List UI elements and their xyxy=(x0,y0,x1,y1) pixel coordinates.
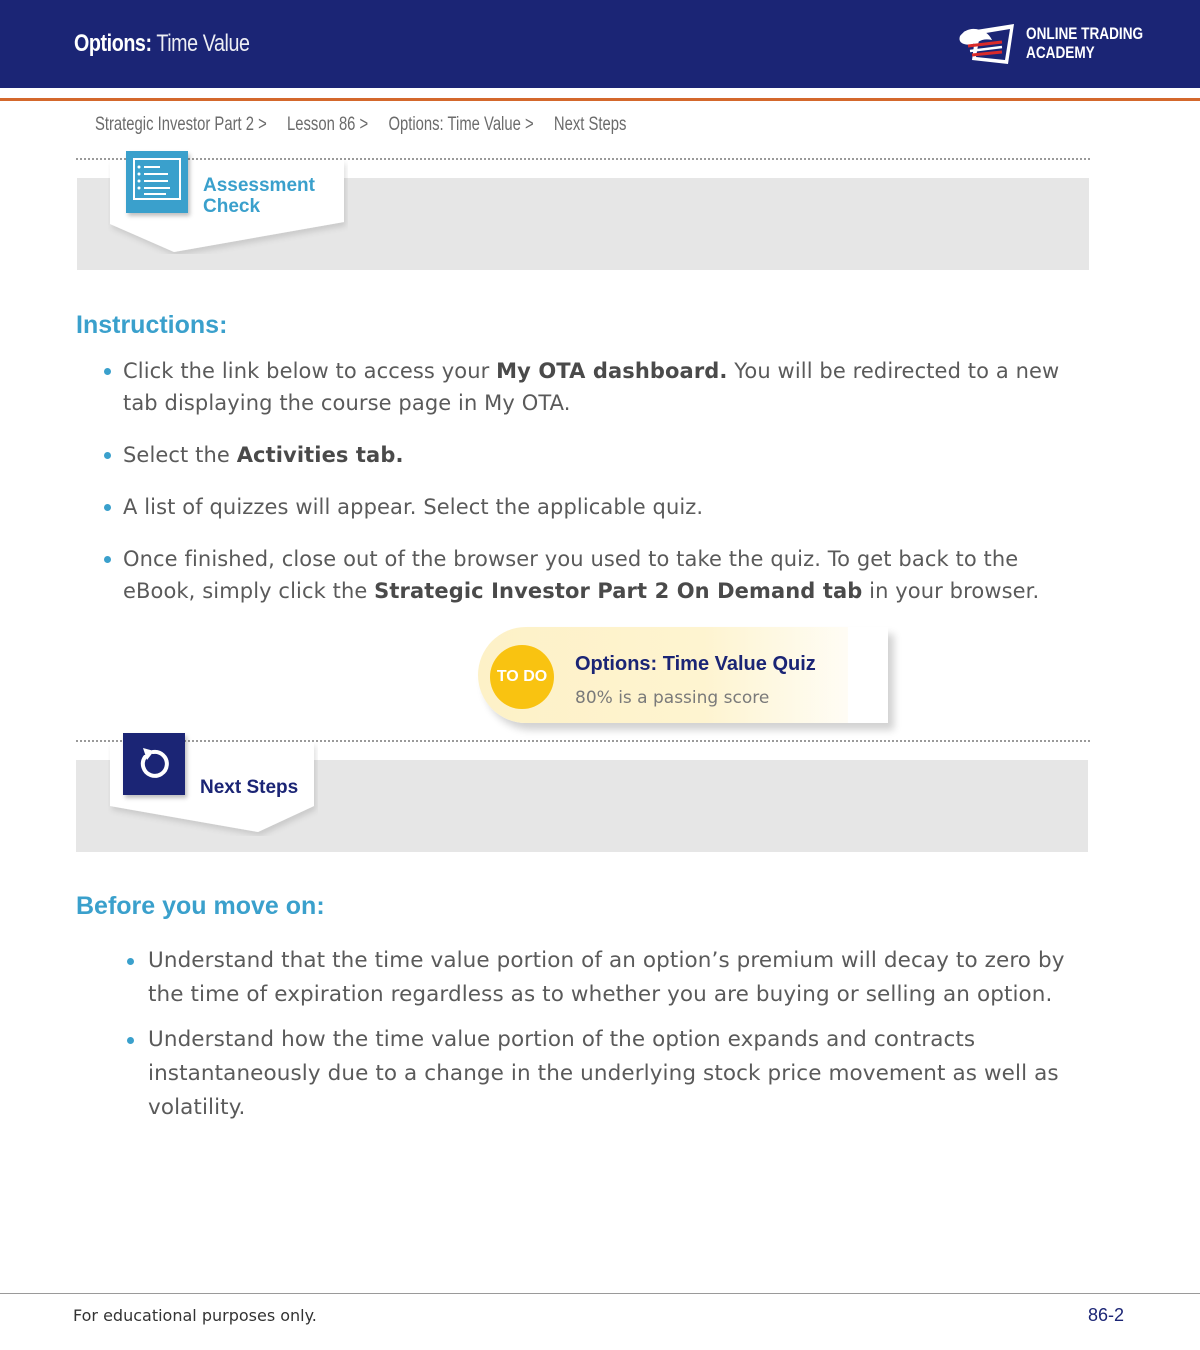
page-title-bold: Options: xyxy=(74,30,152,57)
ota-logo xyxy=(958,20,1144,68)
todo-badge xyxy=(490,645,554,709)
refresh-icon xyxy=(123,733,185,795)
list-item xyxy=(76,355,1086,419)
item-text: Click the link below to access your xyxy=(123,359,497,383)
todo-badge-text: TO DO xyxy=(496,668,548,685)
instructions-list xyxy=(76,355,1086,627)
page-header xyxy=(0,0,1200,88)
dashboard-link[interactable]: My OTA dashboard. xyxy=(496,359,728,383)
list-item xyxy=(76,543,1086,607)
footer-divider xyxy=(0,1293,1200,1294)
page-title-light: Time Value xyxy=(156,30,250,57)
list-item xyxy=(76,439,1086,471)
breadcrumb xyxy=(95,114,647,138)
instructions-heading: Instructions: xyxy=(76,311,228,339)
page-number: 86-2 xyxy=(1088,1305,1125,1325)
item-text: in your browser. xyxy=(862,579,1040,603)
item-text: Once finished, close out of the browser you used to take the quiz. To get back to the eBook, simply click the xyxy=(123,547,1019,603)
logo-text xyxy=(1026,24,1143,62)
quiz-title[interactable]: Options: Time Value Quiz xyxy=(575,653,816,675)
logo-line-1: ONLINE TRADING xyxy=(1026,24,1144,43)
item-text: A list of quizzes will appear. Select the applicable quiz. xyxy=(123,495,704,519)
logo-line-2: ACADEMY xyxy=(1026,43,1095,62)
page-title xyxy=(74,30,250,58)
quiz-card[interactable] xyxy=(478,627,888,723)
breadcrumb-item-topic[interactable]: Options: Time Value > xyxy=(388,114,534,135)
next-steps-label: Next Steps xyxy=(200,777,299,798)
list-item: Understand how the time value portion of the option expands and contracts instantaneously due to a change in the underlying stock price movement as well as volatility. xyxy=(76,1023,1076,1125)
move-on-list xyxy=(76,944,1076,1136)
assessment-label xyxy=(203,175,315,217)
breadcrumb-item-current: Next Steps xyxy=(553,114,627,135)
item-text: Select the xyxy=(123,443,237,467)
assessment-label-line-2: Check xyxy=(203,196,261,217)
header-accent-line xyxy=(0,98,1200,101)
item-bold: Activities tab. xyxy=(236,443,404,467)
quiz-subtitle: 80% is a passing score xyxy=(575,688,770,708)
list-item xyxy=(76,491,1086,523)
breadcrumb-item-lesson[interactable]: Lesson 86 > xyxy=(287,114,369,135)
move-on-heading: Before you move on: xyxy=(76,892,325,920)
footer-note: For educational purposes only. xyxy=(73,1306,317,1325)
eagle-book-icon xyxy=(958,20,1020,68)
item-bold: Strategic Investor Part 2 On Demand tab xyxy=(374,579,863,603)
breadcrumb-item-course[interactable]: Strategic Investor Part 2 > xyxy=(95,114,267,135)
assessment-label-line-1: Assessment xyxy=(203,175,315,196)
list-item: Understand that the time value portion of an option’s premium will decay to zero by the time of expiration regardless as to whether you are buying or selling an option. xyxy=(76,944,1076,1012)
checklist-icon xyxy=(126,151,188,213)
item-text: You will be redirected to a new tab displaying the course page in My OTA. xyxy=(123,359,1060,415)
